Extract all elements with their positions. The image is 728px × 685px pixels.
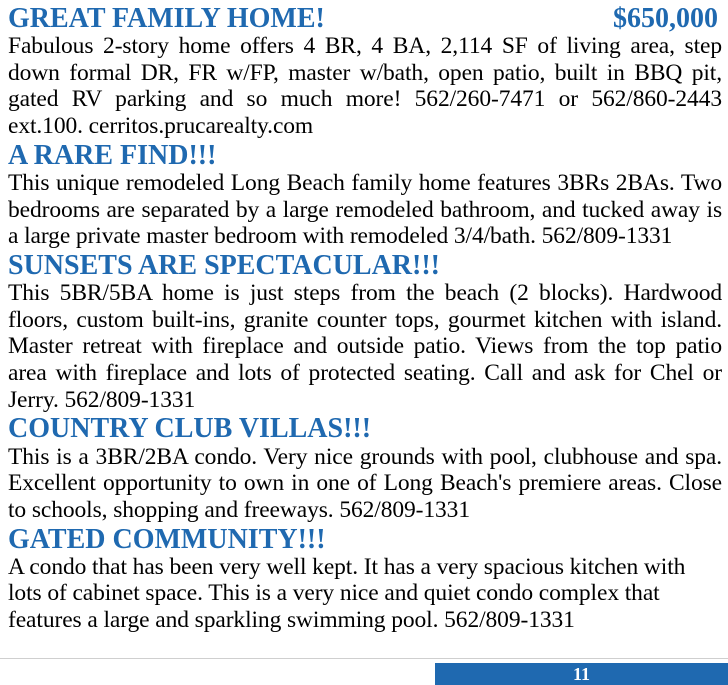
- listing-ad: [8, 525, 722, 634]
- listing-price: $650,000: [613, 3, 718, 34]
- listing-heading: [8, 251, 722, 280]
- listing-ad: [8, 414, 722, 523]
- listing-ad: [8, 4, 722, 140]
- listing-heading: [8, 414, 722, 443]
- listing-heading: [8, 525, 722, 554]
- listing-description: This 5BR/5BA home is just steps from the beach (2 blocks). Hardwood floors, custom built-ins, granite counter tops, gourmet kitchen with island. Master retreat with fireplace and outside patio. Views from the top patio area with fireplace and lots of protected seating. Call and ask for Chel or Jerry. 562/809-1331: [8, 280, 722, 413]
- footer-blank-area: [0, 663, 435, 685]
- listing-title: SUNSETS ARE SPECTACULAR!!!: [8, 249, 441, 281]
- listing-title: GREAT FAMILY HOME!: [8, 3, 325, 34]
- listing-title: A RARE FIND!!!: [8, 139, 217, 171]
- listing-heading: [8, 141, 722, 170]
- listing-ad: [8, 251, 722, 413]
- listing-title: COUNTRY CLUB VILLAS!!!: [8, 413, 372, 445]
- listing-title: GATED COMMUNITY!!!: [8, 523, 326, 555]
- listing-description: This unique remodeled Long Beach family home features 3BRs 2BAs. Two bedrooms are separated by a large remodeled bathroom, and tucked away is a large private master bedroom with remodeled 3/4/bath. 562/809-1331: [8, 169, 722, 250]
- page-number-footer: 11: [435, 663, 728, 685]
- listing-ad: [8, 141, 722, 250]
- listing-description: This is a 3BR/2BA condo. Very nice grounds with pool, clubhouse and spa. Excellent opportunity to own in one of Long Beach's premiere areas. Close to schools, shopping and freeways. 562/809-1331: [8, 443, 722, 523]
- listing-heading: [8, 4, 722, 33]
- listing-description: A condo that has been very well kept. It has a very spacious kitchen with lots of cabinet space. This is a very nice and quiet condo complex that features a large and sparkling swimming pool. 562/809-1331: [8, 553, 686, 633]
- footer-divider: [0, 658, 728, 659]
- listing-description: Fabulous 2-story home offers 4 BR, 4 BA, 2,114 SF of living area, step down formal DR, FR w/FP, master w/bath, open patio, built in BBQ pit, gated RV parking and so much more! 562/260-7471 or 562/860-2443 ext.100. cerritos.prucarealty.com: [8, 33, 722, 140]
